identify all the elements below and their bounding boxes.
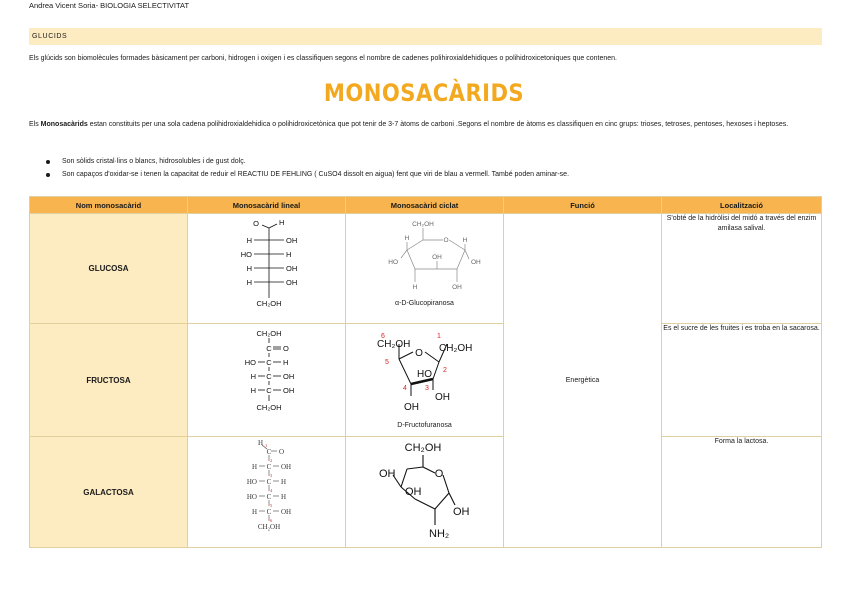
glucose-cyclic-diagram [365,214,485,300]
atom-label: H [251,463,257,471]
table-row [30,214,822,324]
atom-label: OH [451,284,462,291]
atom-label: O [442,237,449,244]
atom-label: OH [434,392,450,403]
location-cell: Forma la lactosa. [662,437,822,548]
carbon-number: 5 [384,359,389,366]
atom-label: NH₂ [428,528,449,540]
cyclic-caption: α-D-Glucopiranosa [395,300,454,307]
atom-label: H [404,235,409,242]
atom-label: HO [416,369,432,380]
header-name: Nom monosacàrid [30,197,188,214]
list-item: Son capaços d'oxidar-se i tenen la capacitat de reduir el REACTIU DE FEHLING ( CuSO4 dissolt en aigua) fent que viri de blau a vermell. També poden aminar-se. [46,168,816,181]
atom-label: CH₂OH [256,329,281,338]
monosaccharide-name: GLUCOSA [30,214,188,324]
carbon-number: 6 [269,518,272,523]
carbon-number: 3 [424,385,429,392]
atom-label: OH [282,386,294,395]
linear-structure-cell [188,437,346,548]
cyclic-structure-cell [346,324,504,437]
carbon-number: 6 [380,333,385,340]
description-prefix: Els [29,121,41,128]
properties-list [46,155,816,181]
document-author: Andrea Vicent Soria- BIOLOGIA SELECTIVITAT [29,1,190,10]
atom-label: OH [285,236,297,245]
atom-label: O [414,348,423,359]
atom-label: HO [244,358,256,367]
function-cell: Energètica [504,214,662,548]
atom-label: OH [452,506,469,518]
atom-label: C [266,463,271,471]
header-cyclic: Monosacàrid ciclat [346,197,504,214]
cyclic-structure-cell [346,214,504,324]
atom-label: C [265,344,272,353]
atom-label: CH₂OH [376,339,410,350]
header-function: Funció [504,197,662,214]
fructose-cyclic-diagram [355,324,495,422]
section-header-bar [29,28,822,45]
monosaccharides-table [29,196,822,548]
atom-label: OH [470,259,481,266]
atom-label: OH [403,402,419,413]
atom-label: C [266,508,271,516]
carbon-number: 4 [269,488,272,493]
atom-label: CH₂OH [438,343,472,354]
atom-label: H [280,478,286,486]
description-paragraph [29,119,819,131]
location-cell: Es el sucre de les fruites i es troba en la sacarosa. [662,324,822,437]
atom-label: O [278,448,284,456]
location-cell: S'obté de la hidròlisi del midó a través del enzim amilasa salival. [662,214,822,324]
table-row [30,437,822,548]
atom-label: CH₂OH [256,299,281,308]
atom-label: OH [378,468,395,480]
atom-label: OH [404,486,421,498]
description-rest: estan constituits per una sola cadena polihidroxialdehidica o polihidroxicetònica que pot tenir de 3-7 àtoms de carboni .Segons el nombre de àtoms es classifiquen en cinc grups: trioses, tetroses, pentoses, hexoses i heptoses. [87,121,789,128]
intro-paragraph: Els glúcids son biomolècules formades bàsicament per carboni, hidrogen i oxigen i es classifiquen segons el nombre de cadenes polihiroxialdehidiques o polihidroxicetoniques que contenen. [29,55,617,62]
linear-structure-cell [188,214,346,324]
cyclic-structure-cell [346,437,504,548]
glucose-linear-diagram [207,214,327,314]
atom-label: O [434,468,443,480]
linear-structure-cell [188,324,346,437]
atom-label: HO [246,493,257,501]
atom-label: OH [285,264,297,273]
atom-label: H [412,284,417,291]
atom-label: C [266,493,271,501]
table-row [30,324,822,437]
atom-label: HO [387,259,398,266]
atom-label: H [251,508,257,516]
atom-label: HO [240,250,252,259]
header-linear: Monosacàrid lineal [188,197,346,214]
atom-label: O [282,344,289,353]
fructose-linear-diagram [207,324,327,424]
monosaccharide-name: FRUCTOSA [30,324,188,437]
atom-label: H [282,358,288,367]
atom-label: H [250,386,256,395]
atom-label: CH₂OH [404,442,441,454]
atom-label: C [266,448,271,456]
header-location: Localització [662,197,822,214]
cyclic-caption: D-Fructofuranosa [397,422,452,429]
atom-label: CH₂OH [257,523,280,531]
carbon-number: 5 [269,503,272,508]
atom-label: H [250,372,256,381]
carbon-number: 4 [402,385,407,392]
atom-label: C [265,386,272,395]
atom-label: H [285,250,291,259]
atom-label: OH [431,254,442,261]
atom-label: H [246,264,252,273]
section-title: GLUCIDS [32,33,68,40]
atom-label: H [246,236,252,245]
atom-label: H [278,218,284,227]
page-title: MONOSACÀRIDS [323,79,525,107]
atom-label: HO [246,478,257,486]
atom-label: CH₂OH [411,221,434,228]
monosaccharide-name: GALACTOSA [30,437,188,548]
atom-label: H [246,278,252,287]
atom-label: C [265,372,272,381]
atom-label: H [257,439,263,447]
atom-label: OH [285,278,297,287]
atom-label: H [462,237,467,244]
atom-label: C [266,478,271,486]
atom-label: OH [280,463,291,471]
atom-label: CH₂OH [256,403,281,412]
carbon-number: 3 [269,473,272,478]
table-header-row [30,197,822,214]
atom-label: OH [280,508,291,516]
list-item: Son sòlids cristal·lins o blancs, hidrosolubles i de gust dolç. [46,155,816,168]
carbon-number: 1 [264,443,267,448]
description-bold-term: Monosacàrids [40,121,88,128]
atom-label: C [265,358,272,367]
atom-label: O [252,219,259,228]
galactose-cyclic-diagram [355,437,495,543]
carbon-number: 1 [436,333,441,340]
atom-label: OH [282,372,294,381]
carbon-number: 2 [269,458,272,463]
carbon-number: 2 [442,367,447,374]
atom-label: H [280,493,286,501]
galactose-linear-diagram [207,437,327,543]
